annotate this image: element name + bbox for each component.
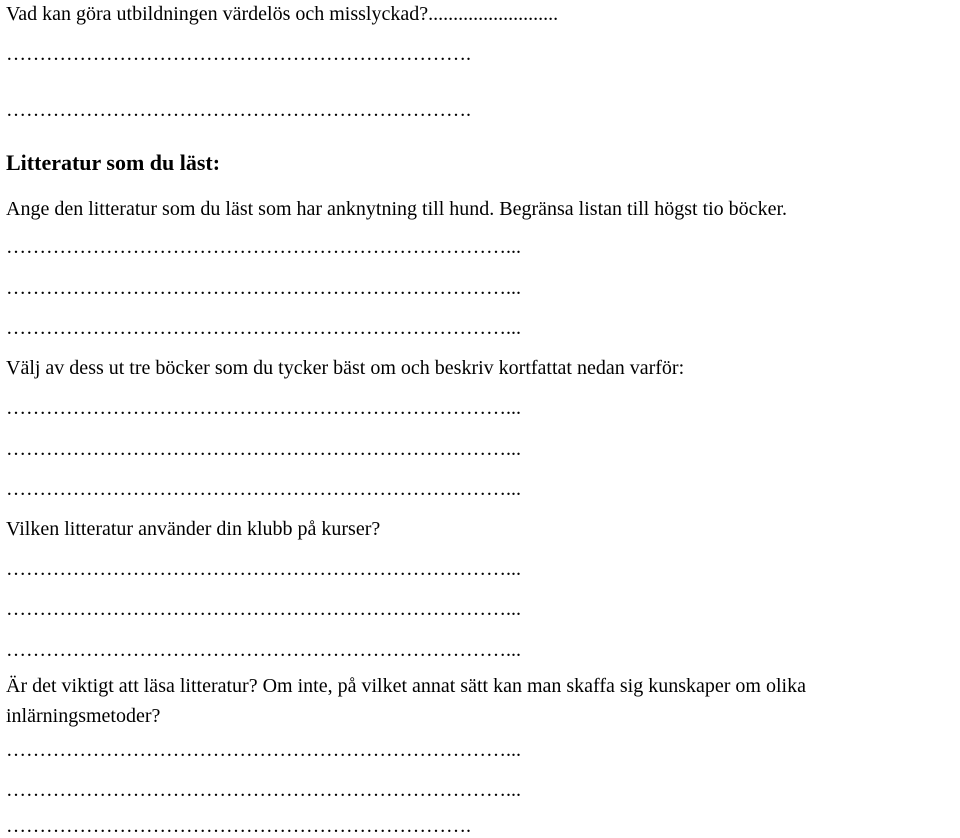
question-club-literature: Vilken litteratur använder din klubb på kurser? [6,518,381,540]
question-usefulness: Vad kan göra utbildningen värdelös och misslyckad?.......................... [6,3,559,25]
answer-line: …………………………………………………………………... [6,739,521,761]
section-heading-literature: Litteratur som du läst: [6,150,221,175]
answer-line: ……………………………………………………………. [6,43,471,65]
answer-line: …………………………………………………………………... [6,779,521,801]
answer-line: …………………………………………………………………... [6,277,521,299]
answer-line: …………………………………………………………………... [6,639,521,661]
answer-line: …………………………………………………………………... [6,478,521,500]
answer-line: ……………………………………………………………. [6,99,471,121]
question-importance-reading-cont: inlärningsmetoder? [6,705,161,727]
answer-line: …………………………………………………………………... [6,236,521,258]
answer-line: …………………………………………………………………... [6,397,521,419]
answer-line: …………………………………………………………………... [6,598,521,620]
answer-line: …………………………………………………………………... [6,558,521,580]
question-importance-reading: Är det viktigt att läsa litteratur? Om inte, på vilket annat sätt kan man skaffa sig kunskaper om olika [6,675,806,697]
answer-line: …………………………………………………………………... [6,438,521,460]
question-best-books: Välj av dess ut tre böcker som du tycker bäst om och beskriv kortfattat nedan varför: [6,357,685,379]
answer-line: ……………………………………………………………. [6,815,471,837]
instruction-list-books: Ange den litteratur som du läst som har anknytning till hund. Begränsa listan till högst tio böcker. [6,198,787,220]
answer-line: …………………………………………………………………... [6,317,521,339]
